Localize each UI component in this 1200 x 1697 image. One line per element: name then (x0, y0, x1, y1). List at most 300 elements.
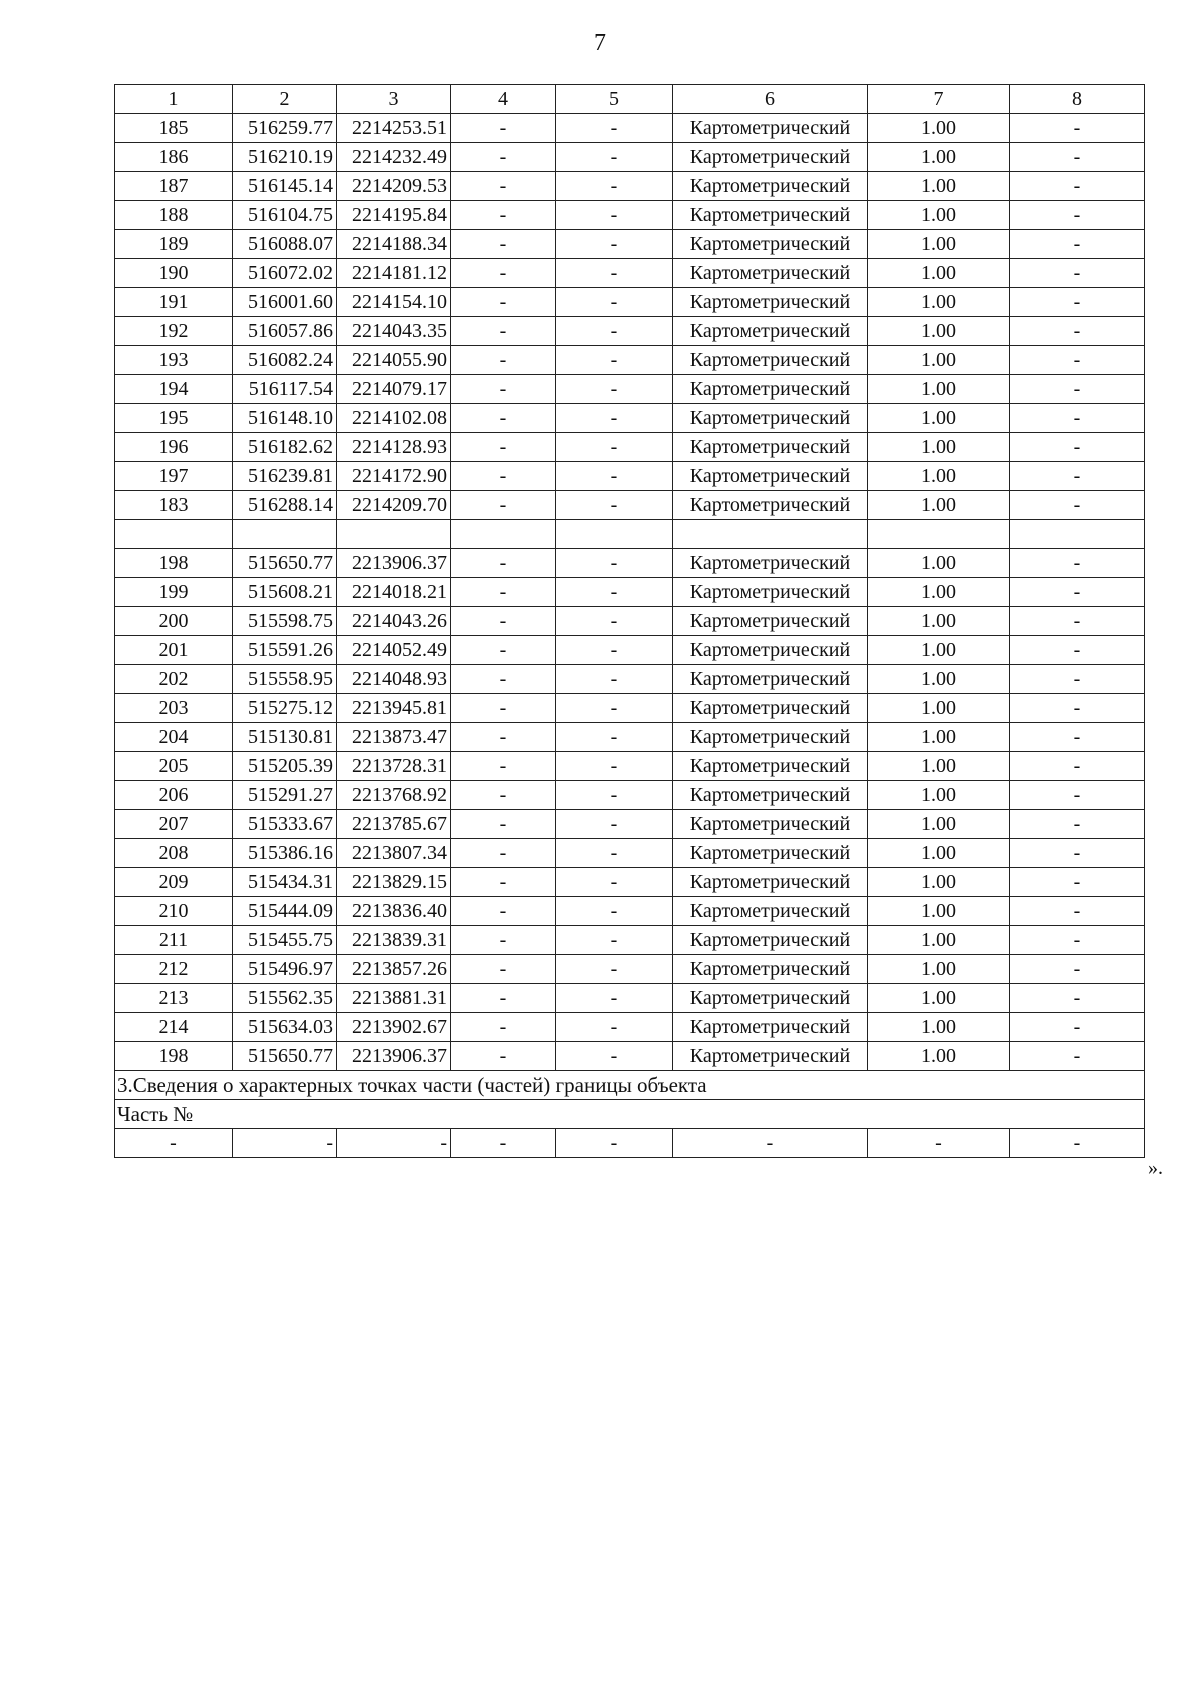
table-cell: 194 (115, 375, 233, 404)
table-row (115, 375, 1145, 404)
table-cell: - (556, 404, 673, 433)
table-cell: 1.00 (868, 259, 1010, 288)
table-cell: 515205.39 (233, 752, 337, 781)
table-cell: Картометрический (673, 810, 868, 839)
table-cell: Картометрический (673, 201, 868, 230)
table-cell: - (451, 984, 556, 1013)
table-cell: 2213902.67 (337, 1013, 451, 1042)
table-row (115, 781, 1145, 810)
table-cell: 515291.27 (233, 781, 337, 810)
table-cell: 2214048.93 (337, 665, 451, 694)
table-cell: - (451, 752, 556, 781)
table-cell: 1.00 (868, 317, 1010, 346)
table-cell: Картометрический (673, 636, 868, 665)
table-cell: 515591.26 (233, 636, 337, 665)
table-cell: - (556, 462, 673, 491)
table-cell: - (1010, 201, 1145, 230)
table-cell: 1.00 (868, 172, 1010, 201)
table-cell: 2213807.34 (337, 839, 451, 868)
table-cell: 209 (115, 868, 233, 897)
table-cell: - (451, 549, 556, 578)
table-cell: 2214232.49 (337, 143, 451, 172)
table-cell: 214 (115, 1013, 233, 1042)
table-row (115, 172, 1145, 201)
table-cell: - (451, 1129, 556, 1158)
table-cell: 2213881.31 (337, 984, 451, 1013)
table-row (115, 868, 1145, 897)
table-row (115, 607, 1145, 636)
table-cell: - (556, 694, 673, 723)
table-cell: Картометрический (673, 317, 868, 346)
table-cell: - (337, 1129, 451, 1158)
table-cell: 1.00 (868, 955, 1010, 984)
table-cell: - (556, 636, 673, 665)
column-header: 7 (868, 85, 1010, 114)
table-cell: Картометрический (673, 259, 868, 288)
page-number: 7 (594, 30, 606, 56)
table-row (115, 462, 1145, 491)
table-cell: - (556, 375, 673, 404)
empty-cell (1010, 520, 1145, 549)
table-cell: - (1010, 143, 1145, 172)
table-cell: 185 (115, 114, 233, 143)
table-cell: Картометрический (673, 752, 868, 781)
table-cell: 2214052.49 (337, 636, 451, 665)
table-cell: - (556, 1042, 673, 1071)
table-cell: 2213906.37 (337, 1042, 451, 1071)
table-cell: Картометрический (673, 781, 868, 810)
table-cell: 196 (115, 433, 233, 462)
table-cell: Картометрический (673, 694, 868, 723)
table-cell: 1.00 (868, 636, 1010, 665)
part-label-row (115, 1100, 1145, 1129)
table-cell: 516210.19 (233, 143, 337, 172)
table-cell: - (556, 1129, 673, 1158)
table-cell: 1.00 (868, 810, 1010, 839)
table-row (115, 984, 1145, 1013)
table-cell: - (556, 230, 673, 259)
table-row (115, 810, 1145, 839)
table-cell: - (451, 259, 556, 288)
table-cell: 2213829.15 (337, 868, 451, 897)
table-row (115, 839, 1145, 868)
table-cell: - (556, 752, 673, 781)
table-cell: 1.00 (868, 114, 1010, 143)
table-cell: 2214253.51 (337, 114, 451, 143)
table-cell: Картометрический (673, 665, 868, 694)
table-cell: 515650.77 (233, 549, 337, 578)
table-cell: 2213768.92 (337, 781, 451, 810)
table-cell: 188 (115, 201, 233, 230)
table-cell: - (451, 404, 556, 433)
table-cell: 1.00 (868, 433, 1010, 462)
column-header: 8 (1010, 85, 1145, 114)
table-cell: - (556, 839, 673, 868)
table-row (115, 578, 1145, 607)
table-cell: 2214128.93 (337, 433, 451, 462)
table-cell: - (1010, 549, 1145, 578)
table-cell: - (451, 1013, 556, 1042)
table-cell: 2213728.31 (337, 752, 451, 781)
table-cell: 1.00 (868, 868, 1010, 897)
table-cell: 1.00 (868, 665, 1010, 694)
table-row (115, 114, 1145, 143)
table-cell: Картометрический (673, 172, 868, 201)
column-header: 1 (115, 85, 233, 114)
table-cell: 1.00 (868, 549, 1010, 578)
table-cell: 1.00 (868, 1042, 1010, 1071)
table-cell: - (1010, 259, 1145, 288)
table-cell: - (451, 375, 556, 404)
separator-row (115, 520, 1145, 549)
table-cell: - (1010, 752, 1145, 781)
table-cell: - (451, 868, 556, 897)
table-cell: - (556, 868, 673, 897)
table-cell: - (556, 143, 673, 172)
table-cell: - (556, 984, 673, 1013)
table-cell: Картометрический (673, 549, 868, 578)
column-header: 3 (337, 85, 451, 114)
table-cell: 2214043.26 (337, 607, 451, 636)
table-cell: - (556, 897, 673, 926)
table-cell: 206 (115, 781, 233, 810)
table-cell: 2213785.67 (337, 810, 451, 839)
table-cell: - (556, 114, 673, 143)
table-cell: - (233, 1129, 337, 1158)
table-cell: - (1010, 810, 1145, 839)
table-cell: Картометрический (673, 375, 868, 404)
table-cell: - (1010, 694, 1145, 723)
table-cell: 191 (115, 288, 233, 317)
table-cell: - (451, 317, 556, 346)
section-3-title: 3.Сведения о характерных точках части (частей) границы объекта (115, 1071, 1145, 1100)
table-cell: - (556, 491, 673, 520)
table-cell: 200 (115, 607, 233, 636)
table-cell: - (1010, 433, 1145, 462)
table-cell: - (556, 201, 673, 230)
table-cell: - (1010, 288, 1145, 317)
table-cell: - (451, 607, 556, 636)
table-cell: - (556, 955, 673, 984)
table-cell: - (451, 288, 556, 317)
table-cell: 1.00 (868, 346, 1010, 375)
table-cell: 213 (115, 984, 233, 1013)
table-cell: 515455.75 (233, 926, 337, 955)
table-cell: - (1010, 868, 1145, 897)
table-cell: - (556, 926, 673, 955)
table-cell: 2214154.10 (337, 288, 451, 317)
table-row (115, 723, 1145, 752)
table-cell: 515558.95 (233, 665, 337, 694)
table-row (115, 288, 1145, 317)
table-row (115, 955, 1145, 984)
table-cell: - (556, 549, 673, 578)
table-cell: 515634.03 (233, 1013, 337, 1042)
column-header: 6 (673, 85, 868, 114)
table-row (115, 317, 1145, 346)
table-cell: - (1010, 114, 1145, 143)
table-cell: 516082.24 (233, 346, 337, 375)
table-cell: 2214188.34 (337, 230, 451, 259)
table-cell: - (1010, 636, 1145, 665)
table-cell: 515130.81 (233, 723, 337, 752)
table-cell: 516148.10 (233, 404, 337, 433)
coordinates-table-container (114, 84, 1144, 1158)
table-cell: - (1010, 926, 1145, 955)
table-cell: 515562.35 (233, 984, 337, 1013)
table-cell: 515608.21 (233, 578, 337, 607)
table-cell: - (1010, 578, 1145, 607)
table-cell: - (451, 694, 556, 723)
table-cell: - (1010, 1013, 1145, 1042)
table-row (115, 346, 1145, 375)
table-cell: 187 (115, 172, 233, 201)
table-cell: - (451, 433, 556, 462)
table-cell: 193 (115, 346, 233, 375)
table-cell: - (1010, 984, 1145, 1013)
table-cell: 2214079.17 (337, 375, 451, 404)
table-cell: - (1010, 317, 1145, 346)
table-cell: 516072.02 (233, 259, 337, 288)
table-cell: - (556, 607, 673, 636)
table-cell: Картометрический (673, 897, 868, 926)
table-row (115, 491, 1145, 520)
table-cell: 199 (115, 578, 233, 607)
table-cell: - (1010, 781, 1145, 810)
table-cell: - (451, 839, 556, 868)
table-cell: - (451, 230, 556, 259)
table-cell: - (451, 723, 556, 752)
table-cell: 208 (115, 839, 233, 868)
table-cell: 1.00 (868, 723, 1010, 752)
table-cell: - (1010, 404, 1145, 433)
table-cell: - (451, 491, 556, 520)
column-header: 2 (233, 85, 337, 114)
table-cell: 2214055.90 (337, 346, 451, 375)
table-cell: 2214102.08 (337, 404, 451, 433)
table-body (115, 85, 1145, 1158)
coordinates-table (114, 84, 1145, 1158)
table-cell: - (451, 810, 556, 839)
table-cell: 1.00 (868, 230, 1010, 259)
table-cell: - (556, 288, 673, 317)
table-cell: 204 (115, 723, 233, 752)
closing-quote-mark: ». (1148, 1157, 1163, 1179)
table-cell: Картометрический (673, 723, 868, 752)
table-cell: - (1010, 1042, 1145, 1071)
table-row (115, 549, 1145, 578)
empty-cell (115, 520, 233, 549)
table-row (115, 752, 1145, 781)
table-cell: - (1010, 897, 1145, 926)
table-cell: 1.00 (868, 752, 1010, 781)
table-cell: - (556, 665, 673, 694)
table-row (115, 201, 1145, 230)
table-row (115, 694, 1145, 723)
table-cell: 195 (115, 404, 233, 433)
table-row (115, 665, 1145, 694)
table-cell: 1.00 (868, 143, 1010, 172)
table-cell: - (556, 723, 673, 752)
table-cell: 2214209.70 (337, 491, 451, 520)
table-cell: 1.00 (868, 375, 1010, 404)
table-cell: - (451, 346, 556, 375)
part-number-label: Часть № (115, 1100, 1145, 1129)
table-cell: 2214209.53 (337, 172, 451, 201)
table-row (115, 259, 1145, 288)
table-cell: 2213906.37 (337, 549, 451, 578)
table-cell: 189 (115, 230, 233, 259)
table-cell: Картометрический (673, 404, 868, 433)
table-cell: - (1010, 346, 1145, 375)
table-cell: - (556, 346, 673, 375)
table-cell: 515333.67 (233, 810, 337, 839)
table-cell: 2214043.35 (337, 317, 451, 346)
table-cell: - (556, 781, 673, 810)
table-cell: 516057.86 (233, 317, 337, 346)
table-cell: - (1010, 462, 1145, 491)
table-cell: - (1010, 1129, 1145, 1158)
table-cell: - (1010, 839, 1145, 868)
table-cell: - (1010, 375, 1145, 404)
table-row (115, 926, 1145, 955)
table-cell: - (1010, 172, 1145, 201)
table-cell: - (451, 462, 556, 491)
table-cell: Картометрический (673, 984, 868, 1013)
table-cell: 2213857.26 (337, 955, 451, 984)
empty-cell (233, 520, 337, 549)
table-cell: 516104.75 (233, 201, 337, 230)
table-cell: 1.00 (868, 404, 1010, 433)
table-cell: 1.00 (868, 578, 1010, 607)
table-cell: 197 (115, 462, 233, 491)
table-cell: 2213945.81 (337, 694, 451, 723)
table-cell: Картометрический (673, 230, 868, 259)
table-cell: 201 (115, 636, 233, 665)
table-cell: Картометрический (673, 868, 868, 897)
empty-cell (868, 520, 1010, 549)
table-cell: 516239.81 (233, 462, 337, 491)
table-cell: 192 (115, 317, 233, 346)
table-cell: 210 (115, 897, 233, 926)
table-cell: 2214181.12 (337, 259, 451, 288)
table-cell: 202 (115, 665, 233, 694)
table-cell: - (556, 172, 673, 201)
table-cell: 183 (115, 491, 233, 520)
table-cell: 516259.77 (233, 114, 337, 143)
table-cell: Картометрический (673, 143, 868, 172)
table-row (115, 433, 1145, 462)
table-cell: 1.00 (868, 694, 1010, 723)
table-row (115, 897, 1145, 926)
empty-data-row (115, 1129, 1145, 1158)
table-cell: 1.00 (868, 781, 1010, 810)
table-cell: - (556, 810, 673, 839)
table-cell: - (451, 665, 556, 694)
table-cell: 186 (115, 143, 233, 172)
table-cell: Картометрический (673, 114, 868, 143)
table-cell: - (451, 114, 556, 143)
table-cell: Картометрический (673, 1042, 868, 1071)
table-cell: - (556, 1013, 673, 1042)
table-cell: Картометрический (673, 955, 868, 984)
table-cell: - (115, 1129, 233, 1158)
table-cell: 198 (115, 1042, 233, 1071)
table-cell: Картометрический (673, 346, 868, 375)
table-cell: 1.00 (868, 926, 1010, 955)
table-cell: - (556, 433, 673, 462)
table-cell: 516288.14 (233, 491, 337, 520)
table-cell: 516145.14 (233, 172, 337, 201)
table-cell: Картометрический (673, 607, 868, 636)
header-row (115, 85, 1145, 114)
table-cell: Картометрический (673, 433, 868, 462)
table-cell: 516117.54 (233, 375, 337, 404)
table-cell: 2213873.47 (337, 723, 451, 752)
table-cell: 211 (115, 926, 233, 955)
table-cell: 516001.60 (233, 288, 337, 317)
table-cell: 515275.12 (233, 694, 337, 723)
table-cell: - (1010, 665, 1145, 694)
table-cell: 515496.97 (233, 955, 337, 984)
table-cell: 2214195.84 (337, 201, 451, 230)
table-cell: - (451, 926, 556, 955)
table-cell: 1.00 (868, 839, 1010, 868)
table-cell: 2213836.40 (337, 897, 451, 926)
table-row (115, 230, 1145, 259)
table-cell: - (1010, 230, 1145, 259)
table-cell: Картометрический (673, 926, 868, 955)
table-cell: 2213839.31 (337, 926, 451, 955)
table-cell: - (451, 172, 556, 201)
table-row (115, 404, 1145, 433)
table-cell: 515444.09 (233, 897, 337, 926)
table-cell: Картометрический (673, 578, 868, 607)
column-header: 5 (556, 85, 673, 114)
empty-cell (337, 520, 451, 549)
empty-cell (451, 520, 556, 549)
table-cell: Картометрический (673, 491, 868, 520)
table-cell: Картометрический (673, 462, 868, 491)
table-cell: - (451, 781, 556, 810)
table-cell: - (451, 201, 556, 230)
empty-cell (556, 520, 673, 549)
table-cell: 1.00 (868, 1013, 1010, 1042)
table-cell: - (1010, 607, 1145, 636)
empty-cell (673, 520, 868, 549)
table-row (115, 636, 1145, 665)
table-cell: - (556, 317, 673, 346)
section-3-row (115, 1071, 1145, 1100)
table-cell: 1.00 (868, 288, 1010, 317)
table-row (115, 1042, 1145, 1071)
table-cell: 515386.16 (233, 839, 337, 868)
table-cell: 1.00 (868, 897, 1010, 926)
table-cell: Картометрический (673, 288, 868, 317)
table-cell: 1.00 (868, 201, 1010, 230)
table-cell: 212 (115, 955, 233, 984)
table-cell: 1.00 (868, 491, 1010, 520)
table-cell: 203 (115, 694, 233, 723)
table-cell: - (451, 636, 556, 665)
table-cell: 516182.62 (233, 433, 337, 462)
table-cell: 515650.77 (233, 1042, 337, 1071)
table-cell: - (556, 578, 673, 607)
table-cell: 205 (115, 752, 233, 781)
table-cell: - (451, 897, 556, 926)
table-cell: Картометрический (673, 1013, 868, 1042)
table-cell: 2214172.90 (337, 462, 451, 491)
